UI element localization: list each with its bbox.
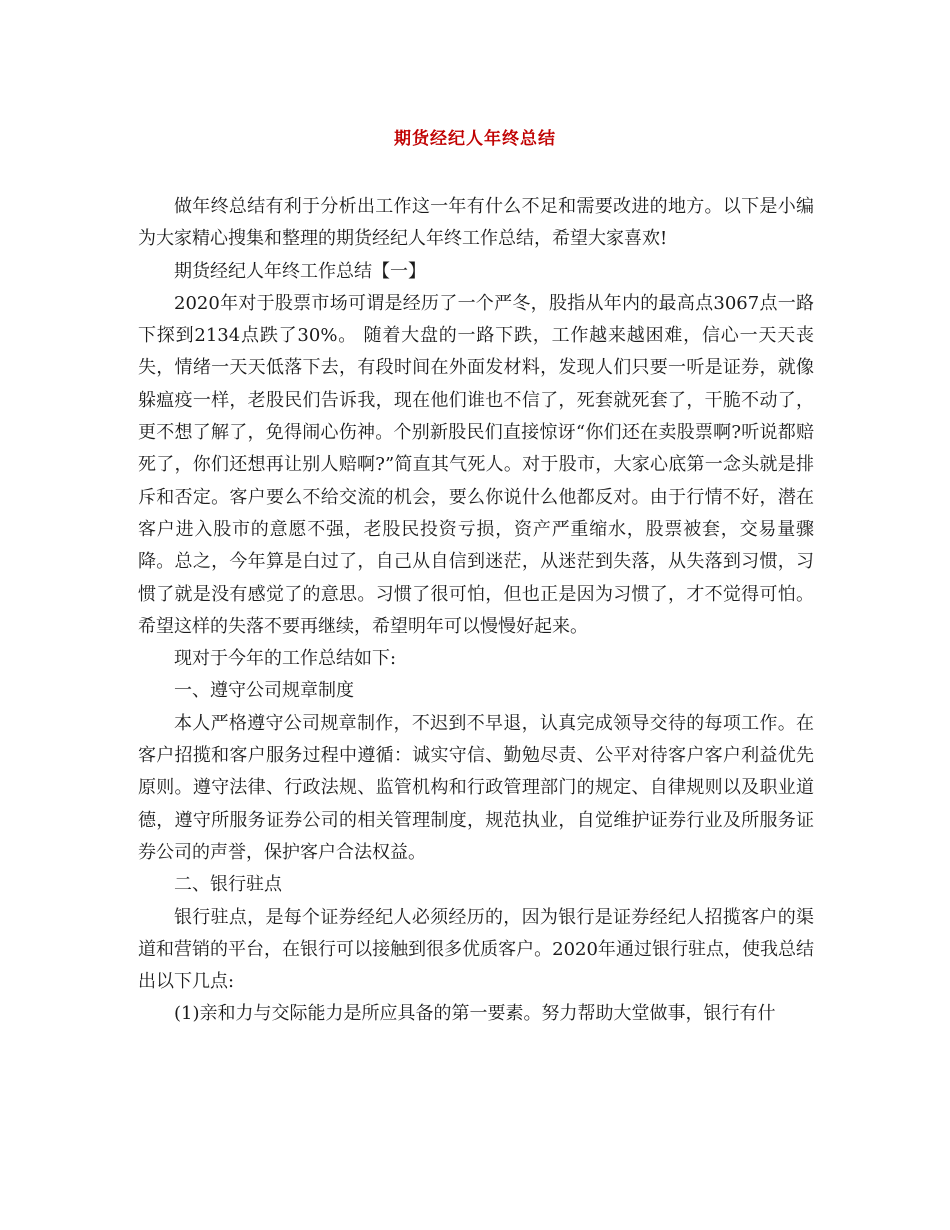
paragraph-point-one: (1)亲和力与交际能力是所应具备的第一要素。努力帮助大堂做事，银行有什	[174, 1003, 776, 1025]
paragraph-summary-lead: 现对于今年的工作总结如下:	[174, 648, 397, 670]
paragraph-market-review: 2020年对于股票市场可谓是经历了一个严冬，股指从年内的最高点3067点一路下探到2134点跌了30%。 随着大盘的一路下跌，工作越来越困难，信心一天天丧失，情绪一天天低落下去，有段时间在外面发材料，发现人们只要一听是证券，就像躲瘟疫一样，老股民们告诉我，现在他们谁也不信了，死套就死套了，干脆不动了，更不想了解了，免得闹心伤神。个别新股民们直接惊讶“你们还在卖股票啊?听说都赔死了，你们还想再让别人赔啊?”简直其气死人。对于股市，大家心底第一念头就是排斥和否定。客户要么不给交流的机会，要么你说什么他都反对。由于行情不好，潜在客户进入股市的意愿不强，老股民投资亏损，资产严重缩水，股票被套，交易量骤降。总之，今年算是白过了，自己从自信到迷茫，从迷茫到失落，从失落到习惯，习惯了就是没有感觉了的意思。习惯了很可怕，但也正是因为习惯了，才不觉得可怕。希望这样的失落不要再继续，希望明年可以慢慢好起来。	[138, 292, 814, 637]
paragraph-rules: 本人严格遵守公司规章制作，不迟到不早退，认真完成领导交待的每项工作。在客户招揽和客户服务过程中遵循：诚实守信、勤勉尽责、公平对待客户客户利益优先原则。遵守法律、行政法规、监管机构和行政管理部门的规定、自律规则以及职业道德，遵守所服务证券公司的相关管理制度，规范执业，自觉维护证券行业及所服务证券公司的声誉，保护客户合法权益。	[138, 712, 814, 863]
document-body	[138, 191, 814, 1031]
section-heading-bank: 二、银行驻点	[174, 874, 282, 896]
document-title: 期货经纪人年终总结	[394, 129, 556, 149]
paragraph-bank: 银行驻点，是每个证券经纪人必须经历的，因为银行是证券经纪人招揽客户的渠道和营销的平台，在银行可以接触到很多优质客户。2020年通过银行驻点，使我总结出以下几点:	[138, 906, 814, 993]
section-heading-part-one: 期货经纪人年终工作总结【一】	[174, 260, 426, 282]
paragraph-intro: 做年终总结有利于分析出工作这一年有什么不足和需要改进的地方。以下是小编为大家精心搜集和整理的期货经纪人年终工作总结，希望大家喜欢!	[138, 196, 814, 250]
section-heading-rules: 一、遵守公司规章制度	[174, 680, 354, 702]
